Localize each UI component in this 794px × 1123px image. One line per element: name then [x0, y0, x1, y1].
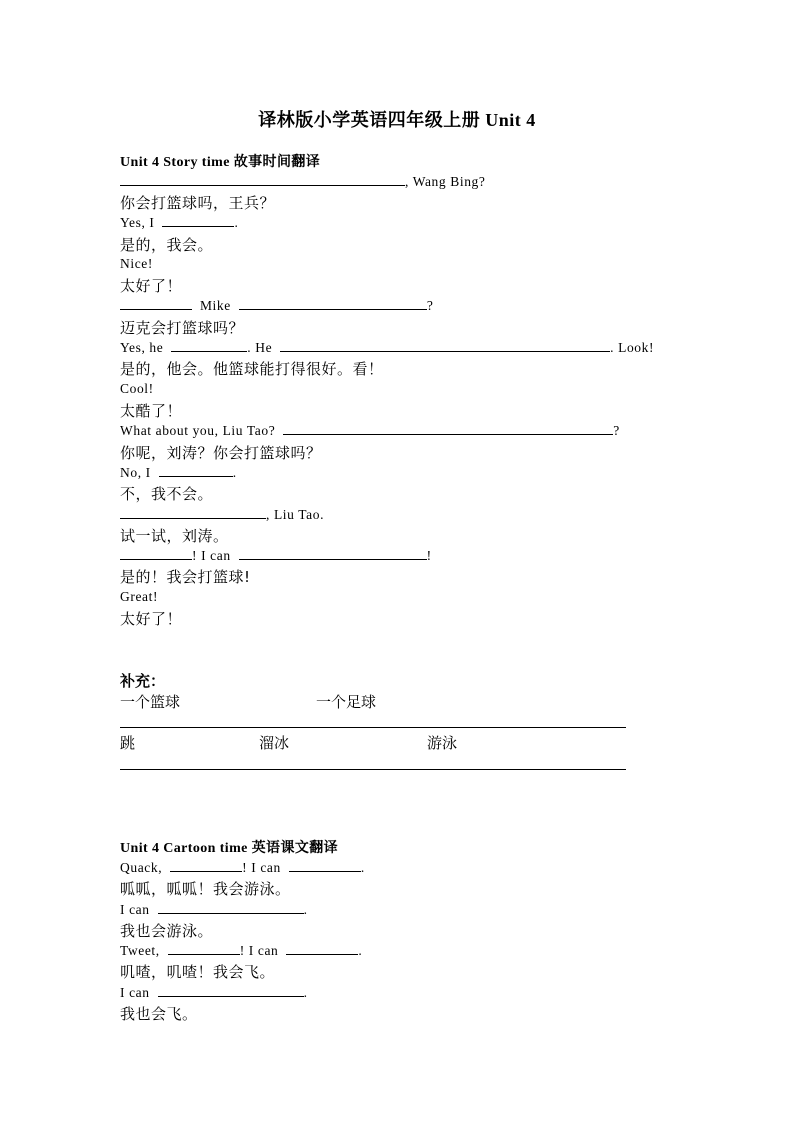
answer-blank[interactable]: [289, 859, 361, 872]
cartoon-line-2: I can .: [120, 902, 308, 917]
story-translation-5: 是的，他会。他篮球能打得很好。看！: [120, 360, 384, 378]
cartoon-line-1: Quack, ! I can .: [120, 860, 365, 875]
answer-blank[interactable]: [158, 901, 304, 914]
answer-blank[interactable]: [283, 422, 613, 435]
answer-blank[interactable]: [120, 297, 192, 310]
cartoon-translation-4: 我也会飞。: [120, 1005, 198, 1023]
vocab-item: 跳: [120, 734, 136, 752]
answer-line[interactable]: [120, 769, 626, 770]
cartoon-translation-3: 叽喳，叽喳！我会飞。: [120, 963, 276, 981]
answer-blank[interactable]: [159, 464, 233, 477]
supplement-heading: 补充：: [120, 672, 166, 690]
story-translation-11: 太好了！: [120, 610, 183, 628]
answer-blank[interactable]: [239, 547, 427, 560]
story-line-3: Nice!: [120, 256, 153, 271]
answer-blank[interactable]: [162, 214, 234, 227]
story-line-10: ! I can !: [120, 547, 432, 564]
answer-blank[interactable]: [286, 942, 358, 955]
story-translation-2: 是的，我会。: [120, 236, 214, 254]
answer-blank[interactable]: [120, 173, 405, 186]
answer-line[interactable]: [120, 727, 626, 728]
answer-blank[interactable]: [239, 297, 427, 310]
story-line-5: Yes, he . He . Look!: [120, 340, 655, 355]
story-line-4: Mike ?: [120, 297, 433, 314]
vocab-item: 溜冰: [259, 734, 290, 752]
story-translation-8: 不，我不会。: [120, 485, 214, 503]
cartoon-translation-1: 呱呱，呱呱！我会游泳。: [120, 880, 291, 898]
answer-blank[interactable]: [158, 984, 304, 997]
answer-blank[interactable]: [170, 859, 242, 872]
story-translation-10: 是的！我会打篮球!: [120, 568, 251, 586]
story-translation-1: 你会打篮球吗，王兵？: [120, 194, 276, 212]
story-translation-7: 你呢，刘涛？你会打篮球吗？: [120, 444, 322, 462]
story-translation-3: 太好了！: [120, 277, 183, 295]
story-line-9: , Liu Tao.: [120, 506, 324, 523]
story-line-8: No, I .: [120, 465, 237, 480]
vocab-item: 一个足球: [316, 693, 377, 711]
story-heading: Unit 4 Story time 故事时间翻译: [120, 155, 321, 170]
story-line-6: Cool!: [120, 381, 154, 396]
story-line-7: What about you, Liu Tao? ?: [120, 423, 620, 438]
story-translation-6: 太酷了！: [120, 402, 183, 420]
cartoon-line-4: I can .: [120, 985, 308, 1000]
vocab-item: 游泳: [427, 734, 458, 752]
answer-blank[interactable]: [280, 339, 610, 352]
answer-blank[interactable]: [171, 339, 247, 352]
story-translation-9: 试一试，刘涛。: [120, 527, 229, 545]
cartoon-heading: Unit 4 Cartoon time 英语课文翻译: [120, 841, 339, 856]
answer-blank[interactable]: [168, 942, 240, 955]
cartoon-translation-2: 我也会游泳。: [120, 922, 214, 940]
story-line-2: Yes, I .: [120, 215, 239, 230]
story-line-11: Great!: [120, 589, 159, 604]
story-translation-4: 迈克会打篮球吗？: [120, 319, 245, 337]
answer-blank[interactable]: [120, 506, 266, 519]
vocab-item: 一个篮球: [120, 693, 181, 711]
story-line-1: , Wang Bing?: [120, 173, 485, 190]
page-title: 译林版小学英语四年级上册 Unit 4: [258, 110, 536, 130]
answer-blank[interactable]: [120, 547, 192, 560]
cartoon-line-3: Tweet, ! I can .: [120, 943, 363, 958]
